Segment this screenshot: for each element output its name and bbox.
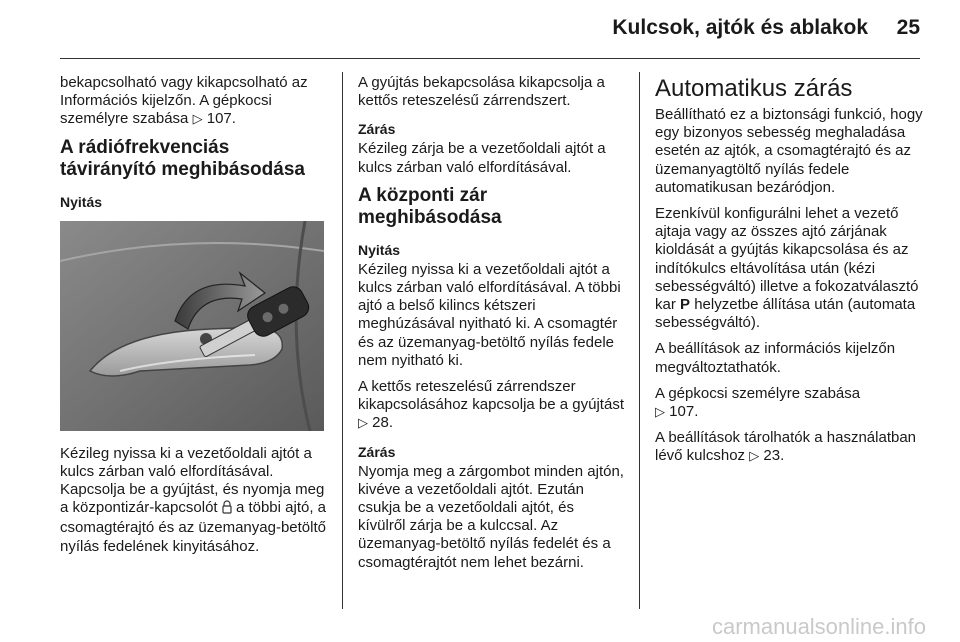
personalisation-paragraph: A gépkocsi személyre szabása ▷ 107. <box>655 384 861 421</box>
page-reference[interactable]: 23. <box>763 447 785 465</box>
central-lock-switch-icon <box>222 500 232 519</box>
subheading-open: Nyitás <box>60 193 103 210</box>
page-header <box>0 0 960 60</box>
header-divider <box>60 58 920 59</box>
page-reference[interactable]: 107. <box>206 110 236 128</box>
section-heading-auto-lock: Automatikus zárás <box>655 75 853 102</box>
auto-lock-paragraph: Beállítható ez a biztonsági funkció, hogy egy bizonyos sebesség meghaladása esetén az ajtók, a csomagtérajtó és az üzemanyagtöltő nyílás fedele automatikusan bezáródjon. <box>655 106 923 196</box>
page-reference[interactable]: 28. <box>372 414 394 432</box>
subheading-close: Zárás <box>358 443 396 460</box>
manual-open-paragraph: Kézileg nyissa ki a vezetőoldali ajtót a kulcs zárban való elfordításával. A többi ajtó a belső kilincs kétszeri meghúzásával nyitható ki. A csomagtér és az üzemanyag-betöltő nyílás fedele nem nyitható ki. <box>358 260 621 369</box>
subheading-close: Zárás <box>358 121 396 138</box>
subheading-open: Nyitás <box>358 241 401 258</box>
section-heading-central-lock: A központi zár meghibásodása <box>358 184 502 228</box>
page-reference[interactable]: 107. <box>669 403 699 421</box>
page-number: 25 <box>896 16 920 39</box>
ignition-paragraph: A gyújtás bekapcsolása kikapcsolja a kettős reteszelésű zárrendszert. <box>358 74 605 110</box>
rf-remote-instructions: Kézileg nyissa ki a vezetőoldali ajtót a kulcs zárban való elfordításával. Kapcsolja be a gyújtást, és nyomja meg a központizár-kapcsolót a többi ajtó, a csomagtérajtó és az üzemanyag-betöltő nyílás fedelének kinyitásához. <box>60 444 327 555</box>
watermark: carmanualsonline.info <box>711 614 926 639</box>
page-reference-arrow-icon: ▷ <box>358 415 368 431</box>
unlock-config-paragraph: Ezenkívül konfigurálni lehet a vezető ajtaja vagy az összes ajtó zárjának kioldását a gyújtás kikapcsolása és az indítókulcs eltávolítása után (kézi sebességváltó) illetve a fokozatválasztó kar P helyzetbe állítása után (automata sebességváltó). <box>655 205 919 332</box>
section-heading-rf-remote: A rádiófrekvenciás távirányító meghibásodása <box>60 136 305 180</box>
section-title: Kulcsok, ajtók és ablakok <box>612 16 868 39</box>
page-reference-arrow-icon: ▷ <box>192 111 203 127</box>
page-reference-arrow-icon: ▷ <box>655 404 665 420</box>
intro-paragraph: bekapcsolható vagy kikapcsolható az Információs kijelzőn. A gépkocsi személyre szabása ▷ 107. <box>60 74 308 128</box>
gear-position-label: P <box>680 296 691 314</box>
column-left <box>60 74 326 564</box>
column-middle <box>358 74 624 580</box>
deadlock-paragraph: A kettős reteszelésű zárrendszer kikapcsolásához kapcsolja be a gyújtást ▷ 28. <box>358 378 624 432</box>
page-reference-arrow-icon: ▷ <box>749 448 760 464</box>
column-right <box>655 74 925 474</box>
settings-change-paragraph: A beállítások az információs kijelzőn megváltoztathatók. <box>655 340 896 376</box>
column-divider-2 <box>639 72 640 609</box>
manual-close-paragraph: Nyomja meg a zárgombot minden ajtón, kivéve a vezetőoldali ajtót. Ezután csukja be a vezetőoldali ajtót, és kívülről zárja be a kulccsal. Az üzemanyag-betöltő nyílás fedelét és a csomagtérajtót nem lehet bezárni. <box>358 462 624 571</box>
door-handle-key-illustration <box>60 221 324 431</box>
column-divider-1 <box>342 72 343 609</box>
close-driver-door-paragraph: Kézileg zárja be a vezetőoldali ajtót a kulcs zárban való elfordításával. <box>358 140 606 176</box>
key-storage-paragraph: A beállítások tárolhatók a használatban lévő kulcshoz ▷ 23. <box>655 429 917 465</box>
